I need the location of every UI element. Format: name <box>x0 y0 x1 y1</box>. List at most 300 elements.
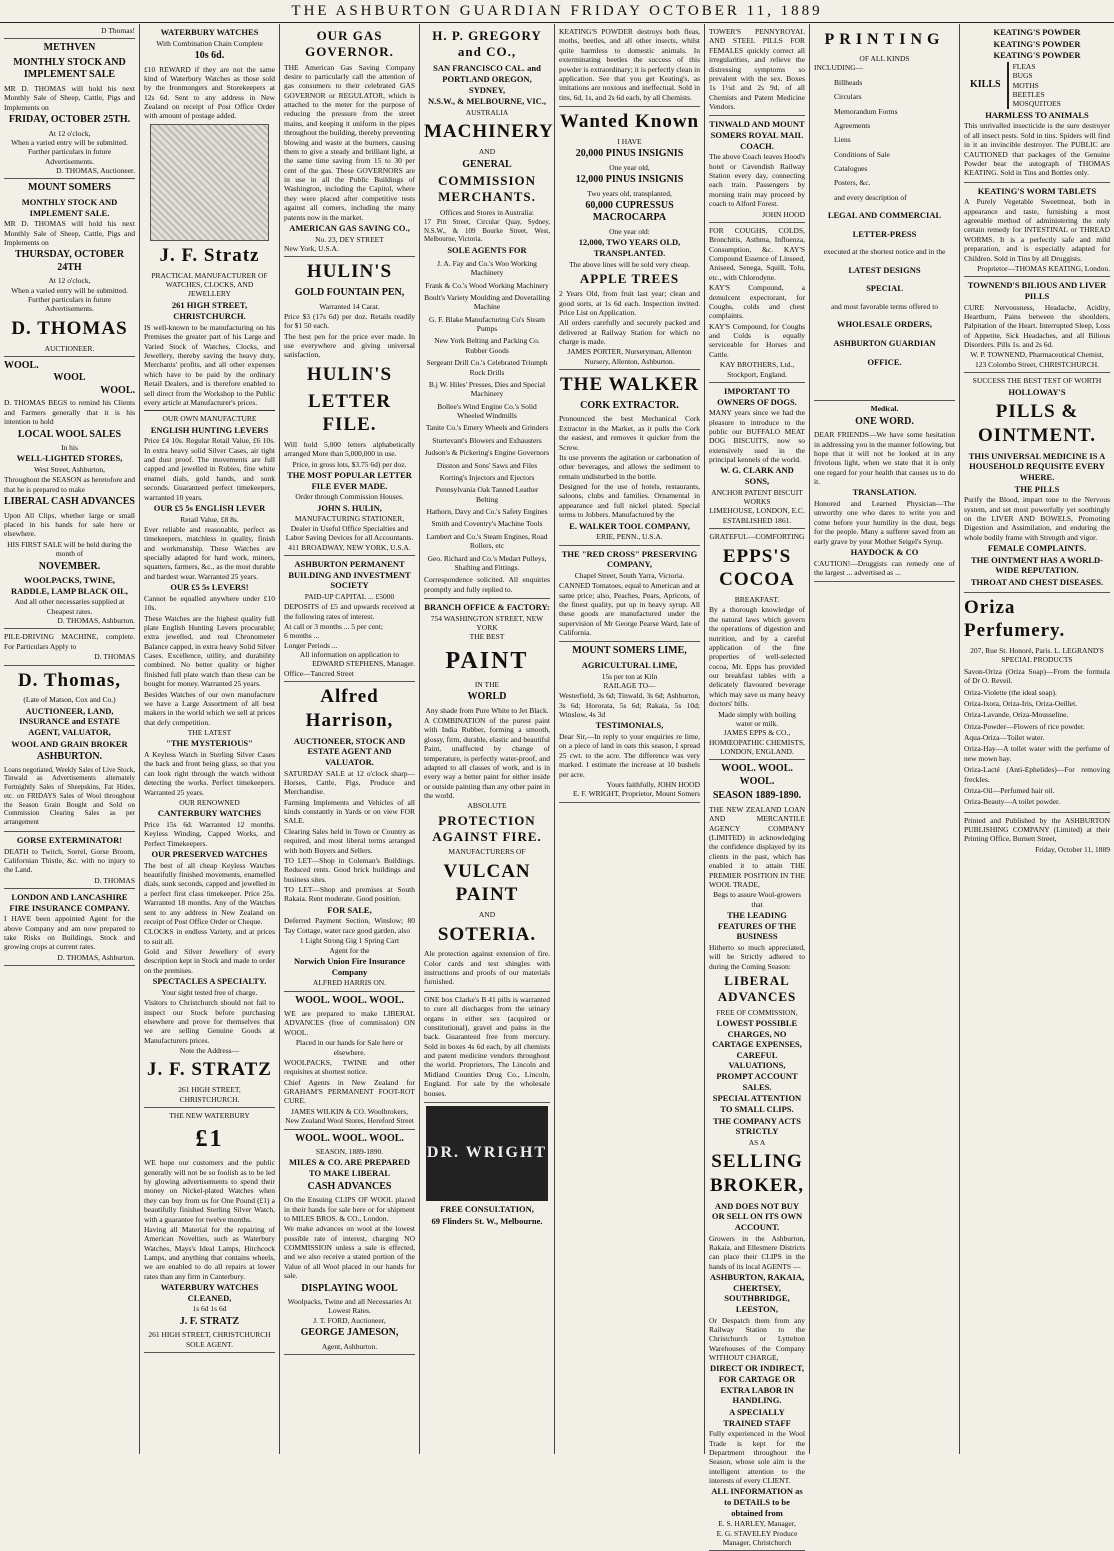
liberal-advances-2: LIBERAL ADVANCES <box>717 973 797 1005</box>
hulin-name: JOHN S. HULIN, <box>317 502 382 513</box>
auctioneer-land: AUCTIONEER, LAND, INSURANCE and ESTATE AGENT, VALUATOR, <box>19 705 120 737</box>
established: ESTABLISHED 1861. <box>722 515 792 525</box>
and-all: And all other necessaries supplied at Cheapest rates. <box>14 597 125 616</box>
renowned-label: OUR RENOWNED <box>179 797 240 807</box>
keyless-text: A Keyless Watch in Sterling Silver Cases the back and front being glass, so that you can look right through the watch without detecting the works. Perfect timekeepers. Warranted 25 years. <box>144 750 275 797</box>
trained-staff: A SPECIALLY TRAINED STAFF <box>723 1406 791 1428</box>
fountain-pen: GOLD FOUNTAIN PEN, <box>294 287 405 298</box>
gregory-ad <box>424 28 554 599</box>
nz-loan-ad <box>709 763 805 1551</box>
keating-head: KEATING'S POWDER <box>993 38 1081 49</box>
methven-subtitle: MONTHLY STOCK AND IMPLEMENT SALE <box>13 56 126 81</box>
paint-ad <box>424 602 550 992</box>
coach-text: The above Coach leaves Hood's hotel or Cavendish Railway Station every day, connecting each train. Passengers by morning train may proceed by coach to Alford Forest. <box>709 152 805 209</box>
porter: JAMES PORTER, Nurseryman, Allenton Nursery, Allenton, Ashburton. <box>567 347 692 366</box>
kill-item: FLEAS <box>1012 61 1036 71</box>
waterbury-price: 10s 6d. <box>194 50 225 61</box>
townend-body: CURE Nervousness, Headache, Acidity, Heartburn, Pains between the shoulders, Palpitation of the Heart. Interrupted Sleep, Loss of Appetite, Sick Headaches, and all Bilious Disorders. Pills 1s. and 2s 6d. <box>964 302 1110 349</box>
displaying: DISPLAYING WOOL <box>301 1282 398 1294</box>
acts-strictly: THE COMPANY ACTS STRICTLY <box>713 1115 801 1137</box>
stephens: EDWARD STEPHENS, Manager. <box>312 659 415 669</box>
woolpacks-2: Woolpacks, Twine and all Necessaries At Lowest Rates. <box>287 1297 412 1316</box>
methven-sign: D. THOMAS, Auctioneer. <box>56 166 135 175</box>
epps-body: By a thorough knowledge of the natural laws which govern the operations of digestion and nutrition, and by a careful application of the fine properties of well-selected cocoa, Mr. Epps has provided our breakfast tables with a delicately flavoured beverage which may save us many heavy doctors' bills. <box>709 605 805 709</box>
imprint <box>964 816 1110 855</box>
harrison-name: Alfred Harrison, <box>305 686 394 731</box>
free-commission: FREE OF COMMISSION, <box>716 1007 798 1017</box>
english-body: Price £4 10s. Regular Retail Value, £6 10s. In extra heavy solid Silver Cases, air tight and dust proof. The movements are full capped and jewelled in Rubies, fine white enamel dials, gold hands, and sunk seconds. Guaranteed perfect timekeepers, warranted 10 years. <box>144 436 275 502</box>
gas-governor-ad <box>284 28 415 257</box>
agent-item: Lambert and Co.'s Steam Engines, Road Rollers, etc <box>426 531 548 551</box>
stratz-addr-3: 261 HIGH STREET, CHRISTCHURCH <box>148 1330 271 1340</box>
wool-sales-ad <box>4 360 135 630</box>
testimonials: TESTIMONIALS, <box>595 720 664 731</box>
nz-loan: THE NEW ZEALAND LOAN AND MERCANTILE AGENCY COMPANY (LIMITED) in acknowledging the confidence displayed by its clients in the past, which has enabled it to attain THE PREMIER POSITION IN THE WOOL TRADE, <box>709 804 805 889</box>
printing-item: Billheads <box>834 77 863 87</box>
harrison-sub: AUCTIONEER, STOCK AND ESTATE AGENT AND VALUATOR. <box>293 735 406 767</box>
agent-item: Smith and Coventry's Machine Tools <box>431 519 543 529</box>
season-years: SEASON, 1889-1890. <box>315 1147 384 1156</box>
oriza-item: Oriza-Ixora, Oriza-Iris, Oriza-Oeillet. <box>964 698 1078 708</box>
agent-item: Korting's Injectors and Ejectors <box>439 472 535 482</box>
levers2-body: Cannot be equalled anywhere under £10 10s. <box>144 593 275 613</box>
stratz-desc: IS well-known to be manufacturing on his Premises the greater part of his Large and Varied Stock of Watches, Clocks, and Jewellery, thereby saving the heavy duty, Merchants' profits, and all other expenses which have to be paid by the ordinary Retail Dealers, and is therefore enabled to sell direct from the Workshop to the Public every article at Manufacturer's prices. <box>144 322 275 407</box>
pen-price: Price $3 (17s 6d) per doz. Retails readily for $1 50 each. <box>284 311 415 331</box>
medical: Medical. <box>870 404 899 414</box>
printing-item: Memorandum Forms <box>834 106 898 116</box>
mount-further: Further particulars in future Advertisements. <box>27 295 112 314</box>
guardian: ASHBURTON GUARDIAN <box>833 338 936 348</box>
walker: THE WALKER <box>560 374 699 396</box>
london-sign: D. THOMAS, Ashburton. <box>57 952 135 962</box>
selling-broker: SELLING BROKER, <box>709 1151 805 1196</box>
amgas-name: AMERICAN GAS SAVING CO., <box>289 222 410 233</box>
cupressus: 60,000 CUPRESSUS MACROCARPA <box>585 199 674 224</box>
moderate: and most favorable terms offered to <box>830 302 939 311</box>
mount-body: MR D. THOMAS will hold his next Monthly Sale of Sheep, Cattle, Pigs and Implements on <box>4 219 135 247</box>
season-text: Throughout the SEASON as heretofore and that he is prepared to make <box>4 475 136 494</box>
one-year: One year old, <box>609 162 650 172</box>
dthomas-begs: D. THOMAS BEGS to remind his Clients and Farmers generally that it is his intention to hold <box>4 398 135 427</box>
pound-price: £1 <box>195 1126 224 1153</box>
mount-date: THURSDAY, OCTOBER 24TH <box>14 249 125 273</box>
pinus-1: 20,000 PINUS INSIGNIS <box>575 148 684 160</box>
woolpacks-text: WOOLPACKS, TWINE and other requisites at shortest notice. <box>284 1057 415 1077</box>
pile-driving-ad <box>4 632 135 665</box>
harris-on: ALFRED HARRIS ON. <box>312 978 387 988</box>
west-street: West Street, Ashburton, <box>33 465 106 474</box>
wool-body: WE are prepared to make LIBERAL ADVANCES (free of commission) ON WOOL. <box>284 1009 415 1037</box>
shade-text: Any shade from Pure White to Jet Black. <box>425 705 549 715</box>
letter-file: LETTER FILE. <box>307 390 392 436</box>
info-text: All information on application to <box>299 650 400 659</box>
printing-item: Conditions of Sale <box>834 149 890 159</box>
dthomas-big: D. THOMAS <box>11 317 128 339</box>
deferred: Deferred Payment Section, Winslow; 80 Tay Cottage, water race good garden, also <box>284 916 415 935</box>
miles-title: MILES & CO. ARE PREPARED TO MAKE LIBERAL <box>289 1157 410 1178</box>
keating-head: KEATING'S POWDER <box>993 50 1081 61</box>
oriza-item: Oriza-Lavande, Oriza-Mousseline. <box>964 710 1069 720</box>
branch-office: BRANCH OFFICE & FACTORY: <box>424 602 550 612</box>
norwich: Norwich Union Fire Insurance Company <box>293 955 406 977</box>
printing-title: PRINTING <box>824 31 945 48</box>
methven-entries: When a varied entry will be submitted. <box>11 137 128 147</box>
branch-addr: 754 WASHINGTON STREET, NEW YORK <box>430 613 544 632</box>
cash-body-2: We make advances on wool at the lowest possible rate of interest, charging NO COMMISSION unless a sale is effected, and we also receive a stated portion of the Value of all Wool placed in our hands for sale. <box>284 1224 415 1281</box>
pen-best: The best pen for the price ever made. In use everywhere and giving universal satisfaction, <box>284 331 415 360</box>
mount-somers-lime: MOUNT SOMERS LIME, <box>572 645 687 657</box>
levers2-body2: These Watches are the highest quality full plate English Hunting Levers procurable; extra jewelled, and real Chronometer Balance capped, in extra heavy Solid Silver Cases. Excellence, utility, and durability combined. No better quality or higher finished full plate watch than these can be bought for money. Warranted 25 years. <box>144 613 275 689</box>
kill-item: BUGS <box>1012 71 1033 81</box>
stratz-name-3: J. F. STRATZ <box>179 1315 240 1327</box>
printing-item: Agreements <box>834 120 871 130</box>
stratz-addr-2: 261 HIGH STREET, <box>178 1085 241 1095</box>
dr-wright-banner: DR. WRIGHT <box>426 1106 548 1201</box>
gas-body: THE American Gas Saving Company desire to particularly call the attention of gas consumers to their celebrated GAS GOVERNOR or REGULATOR, which is attached to the meter for the purpose of reducing the pressure from the street mains, and keeping it uniform in the pipes throughout the building, thereby preventing blowing and waste at the burners, causing them to give a steady and brilliant light, at the same time saving from 15 to 30 per cent of the gas. These GOVERNORS are in use in all the Public Buildings of Washington, including the Capitol, where they were placed after competitive tests against all comers, including the many patents now in the market. <box>284 62 416 222</box>
printing-ad <box>814 30 955 401</box>
warranted: Warranted 14 Carat. <box>319 301 380 311</box>
walker-ad <box>559 373 700 545</box>
rate-longer: Longer Periods ... <box>284 640 338 650</box>
oriza-ad <box>964 596 1110 813</box>
column-7 <box>810 24 960 1454</box>
towers-ad <box>709 27 805 116</box>
cork-use: Its use prevents the agitation or carbonation of other beverages, and allows the sediment to remain undisturbed in the bottle. <box>559 452 700 481</box>
note-address: Note the Address— <box>179 1046 240 1055</box>
printing-item: Liens <box>834 135 851 145</box>
deposits: DEPOSITS of £5 and upwards received at the following rates of interest. <box>284 602 415 621</box>
ihave: I HAVE <box>617 136 642 146</box>
agent-item: Pennsylvania Oak Tanned Leather Belting <box>435 485 539 504</box>
cash-advances: CASH ADVANCES <box>307 1180 392 1192</box>
sole-agent: SOLE AGENT. <box>186 1339 233 1349</box>
nursery-ad <box>559 110 700 370</box>
practical: PRACTICAL MANUFACTURER OF WATCHES, CLOCKS, AND JEWELLERY <box>151 270 268 299</box>
wool-heading: WOOL. WOOL. WOOL. <box>295 994 404 1006</box>
issue-date: Friday, October 11, 1889 <box>1035 844 1110 854</box>
rate-six: 6 months ... <box>284 631 320 641</box>
wholesale: WHOLESALE ORDERS, <box>837 319 932 330</box>
growers: Growers in the Ashburton, Rakaia, and Ellesmere Districts can place their CLIPS in the hands of its local AGENTS — <box>709 1233 805 1271</box>
worm-title: KEATING'S WORM TABLETS <box>977 185 1097 196</box>
ford: J. T. FORD, Auctioneer, <box>313 1315 386 1325</box>
haydock: HAYDOCK & CO <box>850 546 919 557</box>
correspondence: Correspondence solicited. All enquiries promptly and fully replied to. <box>424 575 550 594</box>
mount-somers-sale-ad <box>4 182 135 357</box>
clark: W. G. CLARK AND SONS, <box>720 465 794 486</box>
two-years: Two years old, transplanted, <box>587 188 672 198</box>
paint-word: PAINT <box>445 647 529 674</box>
world-word: WORLD <box>467 691 507 703</box>
epps-co: JAMES EPPS & CO., HOMŒOPATHIC CHEMISTS, LONDON, ENGLAND. <box>709 728 805 756</box>
agricultural-lime: AGRICULTURAL LIME, <box>581 659 678 670</box>
english-levers: ENGLISH HUNTING LEVERS <box>150 424 269 435</box>
clocks-text: CLOCKS in endless Variety, and at prices to suit all. <box>144 927 275 946</box>
portland: PORTLAND OREGON, SYDNEY, <box>442 74 532 95</box>
apple-body: 2 Years Old, from fruit last year; clean and good sorts, at 1s 6d each. Inspection invited. Price List on Application. <box>559 289 700 317</box>
towers-text: TOWER'S PENNYROYAL AND STEEL PILLS FOR FEMALES quickly correct all irregularities, and relieve the distressing symptoms so prevalent with the sex. Boxes 1s 1½d and 2s 9d, of all Chemists and Patent Medicine Vendors. <box>709 27 805 111</box>
female: FEMALE COMPLAINTS. <box>987 543 1087 553</box>
townend-ad <box>964 280 1110 373</box>
reward-text: £10 REWARD if they are not the same kind of Waterbury Watches as those sold by the Ironmongers and Storekeepers at 12s 6d. Sent to any address in New Zealand on receipt of Post Office Order with amount of postage added. <box>144 64 275 121</box>
letter-body: Will hold 5,000 letters alphabetically arranged More than 5,000,000 in use. <box>284 440 415 459</box>
column-1 <box>0 24 140 1454</box>
anchor: ANCHOR PATENT BISCUIT WORKS <box>711 487 803 506</box>
upon-clips: Upon All Clips, whether large or small placed in his hands for sale here or elsewhere. <box>4 510 135 539</box>
sign-2: D. THOMAS, Ashburton. <box>57 616 135 625</box>
methven-body: MR D. THOMAS will hold his next Monthly Sale of Sheep, Cattle, Pigs and Implements on <box>4 83 135 112</box>
agent-for: Agent for the <box>329 945 370 955</box>
limehouse: LIMEHOUSE, LONDON, E.C. <box>709 506 805 516</box>
throat: THROAT AND CHEST DISEASES. <box>970 576 1104 587</box>
new-waterbury: THE NEW WATERBURY <box>169 1110 250 1120</box>
pinus-2: 12,000 PINUS INSIGNIS <box>575 174 684 185</box>
wool-word-3: WOOL. <box>100 384 135 396</box>
vulcan-paint: VULCAN PAINT <box>443 860 531 906</box>
does-not: AND DOES NOT BUY OR SELL ON ITS OWN ACCOUNT. <box>711 1200 803 1232</box>
as-a: AS A <box>748 1137 766 1147</box>
grateful: GRATEFUL—COMFORTING <box>709 532 805 542</box>
masthead: THE ASHBURTON GUARDIAN FRIDAY OCTOBER 11, 1889 <box>0 0 1114 23</box>
agent-item: Frank & Co.'s Wood Working Machinery <box>425 280 549 290</box>
yours-hood: Yours faithfully, JOHN HOOD <box>606 779 700 789</box>
epps-cocoa: EPPS'S COCOA <box>719 545 795 591</box>
liberal-advances: LIBERAL CASH ADVANCES <box>4 496 135 508</box>
wright-sig: E. F. WRIGHT, Proprietor, Mount Somers <box>573 789 700 799</box>
keating-prop: Proprietor—THOMAS KEATING, London. <box>977 263 1110 273</box>
commission-merchants: COMMISSION MERCHANTS. <box>437 173 537 205</box>
printing-items <box>814 78 955 202</box>
holloways: HOLLOWAY'S <box>1008 386 1066 397</box>
horse: 1 Light Strong Gig 1 Spring Cart <box>299 936 400 946</box>
important-dogs: IMPORTANT TO OWNERS OF DOGS. <box>717 385 797 407</box>
pile-text: PILE-DRIVING MACHINE, complete. For Particulars Apply to <box>4 632 135 651</box>
gorse-body: DEATH to Twitch, Sorrel, Gorse Broom, Californian Thistle, &c. with no injury to the Land. <box>4 846 135 875</box>
mount-time: At 12 o'clock, <box>48 276 91 286</box>
wool-wool-heading: WOOL. WOOL. WOOL. <box>721 763 793 787</box>
one-box: ONE box Clarke's B 41 pills is warranted to cure all discharges from the urinary organs in either sex (acquired or constitutional), gravel and pains in the back. Guaranteed free from mercury. Sold in boxes 4s 6d each, by all chemists and patent medicine vendors throughout the world. Proprietors, The Lincoln and Midland Counties Drug Co., Lincoln, England. For sale by the wholesale houses. <box>424 994 550 1098</box>
oriza-item: Oriza-Oil—Perfumed hair oil. <box>964 785 1055 795</box>
testimonial-body: Dear Sir,—In reply to your enquiries re lime, on a piece of land in oats this season, I spread 25 cwt. to the acre. The difference was very marked. I estimate the increase at 10 bushels per acre. <box>559 732 700 779</box>
lever-title: OUR £5 5s ENGLISH LEVER <box>153 502 266 513</box>
success: SUCCESS THE BEST TEST OF WORTH <box>972 376 1102 386</box>
beg-assure: Begs to assure Wool-growers that <box>713 890 801 909</box>
keating-ad <box>559 27 700 107</box>
agents-places: ASHBURTON, RAKAIA, CHERTSEY, SOUTHBRIDGE, LEESTON, <box>709 1272 805 1314</box>
waterbury-ad <box>144 27 275 1108</box>
preserved-body: The best of all cheap Keyless Watches beautifully finished movements, enamelled dials, sunk seconds, capped and jewelled in a perfect first class timekeeper. Price 25s. Warranted 18 months. Any of the Watches sent to any address in New Zealand on receipt of Post Office Order or Cheque. <box>144 860 275 926</box>
medical-ad <box>814 404 955 582</box>
hulins-title: HULIN'S <box>306 261 393 283</box>
paid-up: PAID-UP CAPITAL ... £5000 <box>304 591 395 601</box>
and-label: AND <box>478 147 496 157</box>
oriza-addr: 207, Rue St. Honoré, Paris. L. LEGRAND'S SPECIAL PRODUCTS <box>970 646 1104 665</box>
sight-text: Your sight tested free of charge. <box>161 987 258 997</box>
kays-ad <box>709 226 805 383</box>
cork-body: Pronounced the best Mechanical Cork Extractor in the Market, as it pulls the Cork the easiest, and removes it quicker from the Screw. <box>559 414 700 452</box>
breakfast: BREAKFAST. <box>734 595 780 604</box>
besides-text: Besides Watches of our own manufacture we have a Large Assortment of all best makers in the world which we sell at prices that defy competition. <box>144 689 275 727</box>
canned: CANNED Tomatoes, equal to American and at same price; also, Peaches, Pears, Apricots, of the finest quality, put up in heavy syrup. All these goods are manufactured under the supervision of Mr George Pearse Ward, late of California. <box>559 581 700 637</box>
walker-co: E. WALKER TOOL COMPANY, <box>569 520 690 531</box>
ny-label: New York, U.S.A. <box>284 243 339 253</box>
keating-body: This unrivalled insecticide is the sure destroyer of all insect pests. Sold in tins. Spiders will find in it an invincible destroyer. The PUBLIC are CAUTIONED that packages of the Genuine Powder bear the autograph of THOMAS KEATING. Sold in Tins and Bottles only. <box>964 121 1110 178</box>
the-best: THE BEST <box>469 632 505 642</box>
visitors-text: Visitors to Christchurch should not fail to inspect our Stock before purchasing elsewhere and prove for themselves that we are selling Genuine Goods at Manufacturers prices. <box>144 998 275 1045</box>
loans-text: Loans negotiated, Weekly Sales of Live Stock, Tinwald as Advertisements alternately Fortnightly Sales of Sheepskins, Fat Hides, etc. on FRIDAYS Sales of Wool throughout the Season Grain Bought and Sold on Commission Clearing Sales as per arrangement <box>4 765 135 827</box>
late-of: (Late of Matson, Cox and Co.) <box>23 695 116 705</box>
waterbury-title: WATERBURY WATCHES <box>160 27 259 37</box>
having-text: Having all Material for the repairing of American Novelties, such as Waterbury Watches, Mays's Ideal Lamps, Hitchcock Lamps, and anything that contains wheels, we are enabled to do all repairs at lower rates than any firm in Canterbury. <box>144 1224 275 1281</box>
auctioneer-label: AUCTIONEER. <box>44 343 95 353</box>
woolpacks: WOOLPACKS, TWINE, RADDLE, LAMP BLACK OIL, <box>11 575 128 596</box>
kay-bros: KAY BROTHERS, Ltd., Stockport, England. <box>719 360 795 379</box>
one-year-2: One year old: <box>609 226 650 236</box>
protection: PROTECTION AGAINST FIRE. <box>432 812 542 844</box>
chief-agents: Chief Agents in New Zealand for GRAHAM'S PERMANENT FOOT-ROT CURE. <box>284 1077 415 1106</box>
stratz-name-2: J. F. STRATZ <box>147 1059 272 1081</box>
mount-entries: When a varied entry will be submitted. <box>11 285 128 295</box>
gold-text: Gold and Silver Jewellery of every description kept in Stock and made to order on the premises. <box>144 947 276 975</box>
ointment: THE OINTMENT HAS A WORLD-WIDE REPUTATION. <box>971 554 1103 576</box>
harmless: HARMLESS TO ANIMALS <box>985 109 1089 120</box>
column-5 <box>555 24 705 1454</box>
latest-label: THE LATEST <box>187 728 232 737</box>
lime-ad <box>559 645 700 802</box>
designed: Designed for the use of hotels, restaurants, saloons, clubs and families. Ornamental in appearance and full nickel plated. Special terms to Jobbers. Manufactured by the <box>559 482 700 520</box>
stratz-address: 261 HIGH STREET, <box>171 299 248 310</box>
stratz-city: CHRISTCHURCH. <box>173 311 246 322</box>
of-all-kinds: OF ALL KINDS <box>859 54 910 63</box>
in-the: IN THE <box>474 679 500 689</box>
ashburton-label: ASHBURTON. <box>36 751 103 763</box>
offices-addr: 17 Pitt Street, Circular Quay, Sydney, N.S.W., & 109 Bourke Street, West, Melbourne, Victoria. <box>424 217 550 244</box>
cleaned-price: 1s 6d 1s 6d <box>192 1304 227 1314</box>
order-through: Order through Commission Houses. <box>295 492 404 502</box>
harley: E. S. HARLEY, Manager, <box>718 1519 796 1529</box>
wool-grain: WOOL AND GRAIN BROKER <box>11 738 128 749</box>
agent-item: B.j W. Hiles' Presses, Dies and Special Machinery <box>428 379 546 399</box>
clock-illustration <box>150 124 269 241</box>
jameson-sub: Agent, Ashburton. <box>321 1341 378 1351</box>
hope-text: WE hope our customers and the public generally will not be so foolish as to be led by glowing advertisements to spend their money on Nickel-plated Watches when they can buy from us for One Pound (£1) a beautifully finished Sterling Silver Watch, with a guarantee for twelve months. <box>144 1158 275 1224</box>
gas-title: OUR GAS GOVERNOR. <box>305 28 394 60</box>
oriza-item: Oriza-Beauty—A toilet powder. <box>964 797 1061 807</box>
amgas-addr: No. 23, DEY STREET <box>315 234 384 244</box>
oriza-item: Oriza-Hay—A toilet water with the perfume of new mown hay. <box>964 744 1110 763</box>
soteria-body: Ale protection against extension of fire. Color cards and test shingles with instructions and proofs of our materials furnished. <box>424 949 550 987</box>
clearing: Clearing Sales held in Town or Country as required, and most liberal terms arranged with both Buyers and Sellers. <box>284 826 415 855</box>
agent-item: Sturtevant's Blowers and Exhausters <box>432 435 542 445</box>
own-manufacture: OUR OWN MANUFACTURE <box>162 414 257 424</box>
hitherto: Hitherto so much appreciated, will be Strictly adhered to during the Coming Season: <box>709 942 805 971</box>
rate-call: At call or 3 months ... 5 per cent; <box>284 621 383 631</box>
building-society-ad <box>284 559 415 682</box>
canterbury-body: Price 15s 6d. Warranted 12 months. Keyless Winding, Capped Works, and Perfect Timekeepers. <box>144 819 275 848</box>
miles-wool-ad <box>284 1133 415 1356</box>
levers2-title: OUR £5 5s LEVERS! <box>170 582 249 593</box>
caution: CAUTION!—Druggists can remedy one of the largest ... advertised as ... <box>814 558 955 577</box>
column-8 <box>960 24 1114 1454</box>
jameson: GEORGE JAMESON, <box>300 1327 399 1339</box>
staveley: E. G. STAVELEY Produce Manager, Christchurch <box>716 1528 798 1547</box>
legal-commercial: LEGAL AND COMMERCIAL <box>827 210 942 221</box>
apple-trees: APPLE TREES <box>579 270 680 286</box>
first-sale: HIS FIRST SALE will be held during the month of <box>7 539 132 559</box>
agent-item: Hathorn, Davy and Co.'s Safety Engines <box>426 507 548 516</box>
pills-body: Purify the Blood, impart tone to the Nervous system, and set most powerfully yet soothingly on the LIVER AND BOWELS, Promoting Digestion and Assimilation, and enduring the whole bodily frame with Strength and vigor. <box>964 495 1110 542</box>
farming: Farming Implements and Vehicles of all kinds constantly in Yards or on view FOR SALE. <box>284 797 415 826</box>
season-1889: SEASON 1889-1890. <box>712 790 802 802</box>
dogs-ad <box>709 386 805 529</box>
letterpress: LETTER-PRESS <box>852 228 917 239</box>
honoured-text: Honored and Learned Physician—The unworthy one who dares to write you and come before your humility in the dust, begs for the people. Many a sufferer saved from an early grave by your Mother Seigel's Syrup. <box>814 499 955 546</box>
in-his: In his <box>61 443 78 452</box>
friends-text: DEAR FRIENDS—We have some hesitation in addressing you in the manner following, but hope that it will not be looked at in any frivolous light, when we state that it is only one regard for your health that causes us to do it. <box>814 430 955 486</box>
above-lines: The above lines will be sold very cheap. <box>569 259 690 269</box>
kill-item: MOSQUITOES <box>1012 99 1061 109</box>
machinery: MACHINERY <box>424 121 554 143</box>
oriza-item: Oriza-Violette (the ideal soap). <box>964 687 1057 697</box>
to-let-2: TO LET—Shop and premises at South Rakaia. Rent moderate. Good position. <box>284 885 415 904</box>
coughs: FOR COUGHS, COLDS, Bronchitis, Asthma, Influenza, Consumption, &c. KAY'S Compound Essence of Linseed, Aniseed, Senega, Squill, Tolu, etc., with Chlorodyne. <box>709 225 805 282</box>
nsw: N.S.W., & MELBOURNE, VIC., <box>427 96 547 107</box>
preserved-label: OUR PRESERVED WATCHES <box>151 849 268 859</box>
thomas-signature: D Thomas! <box>4 26 135 39</box>
the-pills: THE PILLS <box>1014 483 1060 494</box>
placed-text: Placed in our hands for Sale here or elsewhere. <box>295 1038 404 1057</box>
townend-title: TOWNEND'S BILIOUS AND LIVER PILLS <box>967 280 1107 301</box>
letter-price: Price, in gross lots, $3.75 6d) per doz. <box>292 459 407 469</box>
epps-made: Made simply with boiling water or milk. <box>718 709 796 728</box>
printing-item: Catalogues <box>834 164 868 173</box>
erie: ERIE, PENN., U.S.A. <box>596 532 663 542</box>
information: ALL INFORMATION as to DETAILS to be obtained from <box>711 1486 803 1518</box>
oriza-item: Aqua-Oriza—Toilet water. <box>964 733 1045 742</box>
column-4 <box>420 24 555 1454</box>
keating-text: KEATING'S POWDER destroys both fleas, moths, beetles, and all other insects, whilst quite harmless to domestic animals. In exterminating beetles the success of this powder is extraordinary; it is perfectly clean in application. See that you get Keating's, as imitations are noxious and ineffectual. Sold in tins, 6d, 1s, and 2s 6d each, by all Chemists. <box>559 27 700 102</box>
including: INCLUDING— <box>814 63 864 73</box>
australia: AUSTRALIA <box>465 108 509 117</box>
column-6 <box>705 24 810 1547</box>
gorse-sign: D. THOMAS <box>94 875 135 885</box>
jand: AND <box>478 910 496 920</box>
soteria: SOTERIA. <box>437 923 537 945</box>
pills-ointment: PILLS & OINTMENT. <box>978 401 1096 446</box>
mount-title: MOUNT SOMERS <box>28 182 111 194</box>
sf: SAN FRANCISCO CAL. and <box>433 62 541 73</box>
oriza-title: Oriza Perfumery. <box>964 596 1066 642</box>
printed-by: Printed and Published by the ASHBURTON PUBLISHING COMPANY (Limited) at their Printing Office, Burnett Street, <box>964 815 1110 844</box>
dealer: Dealer in Useful Office Specialties and Labor Saving Devices for all Accountants. <box>285 523 414 543</box>
oriza-item: Oriza-Powder—Flowers of rice powder. <box>964 721 1085 731</box>
sole-agents: SOLE AGENTS FOR <box>447 245 527 256</box>
clarke-pills-ad <box>424 995 550 1103</box>
newspaper-page <box>0 24 1114 1547</box>
agent-item: Sergeant Drill Co.'s Celebrated Triumph Rock Drills <box>426 358 548 377</box>
kays-1: KAY'S Compound, a demulcent expectorant, for Coughs, colds and chest complaints. <box>709 283 805 321</box>
agent-item: Boult's Variety Moulding and Dovetailing Machine <box>424 292 550 312</box>
latest-designs: LATEST DESIGNS <box>848 264 921 275</box>
worm-body: A Purely Vegetable Sweetmeat, both in appearance and taste, furnishing a most agreeable method of administering the only certain remedy for INTESTINAL or THREAD WORMS. It is a perfectly safe and mild preparation, and is especially adapted for Children. Sold in Tins by all Druggists. <box>964 197 1110 263</box>
lever-body: Ever reliable and reasonable, perfect as timekeepers, matchless in quality, finish and workmanship. These Watches are specially adapted for hard work, miners, squatters, farmers, &c., as the most durable and hardest wear. Warranted 25 years. <box>144 524 275 581</box>
lever-retail: Retail Value, £8 8s. <box>180 514 239 524</box>
translation: TRANSLATION. <box>852 487 917 498</box>
printing-item: and every description of <box>834 192 907 202</box>
agents-list <box>424 259 550 573</box>
wool-word-2: WOOL <box>53 372 86 384</box>
wilkin-wool-ad <box>284 995 415 1130</box>
